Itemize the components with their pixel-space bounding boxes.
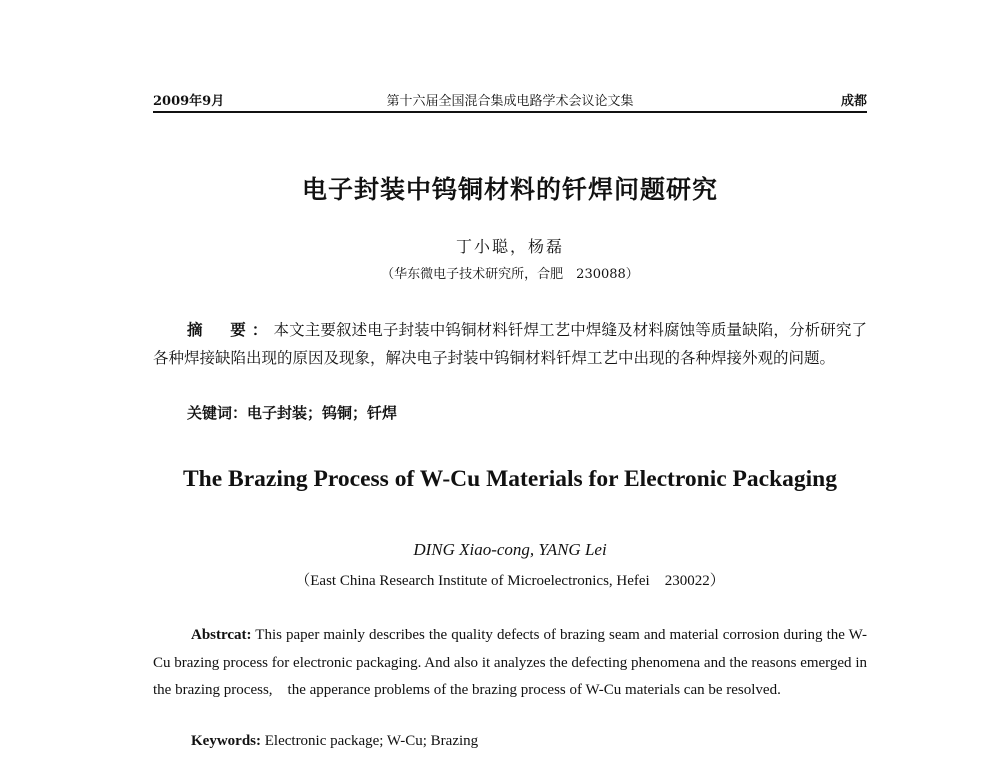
abstract-en-label: Abstrcat: [191, 627, 252, 643]
keywords-en-text: Electronic package; W-Cu; Brazing [261, 733, 479, 749]
authors-en: DING Xiao-cong, YANG Lei [413, 540, 607, 559]
keywords-en-label: Keywords: [191, 733, 261, 749]
header-location: 成都 [840, 94, 867, 109]
keywords-cn-label: 关键词： [187, 404, 248, 422]
abstract-cn-text: 本文主要叙述电子封装中钨铜材料钎焊工艺中焊缝及材料腐蚀等质量缺陷，分析研究了各种焊接缺陷出现的原因及现象，解决电子封装中钨铜材料钎焊工艺中出现的各种焊接外观的问题。 [153, 321, 867, 367]
affiliation-en: （East China Research Institute of Microelectronics, Hefei 230022） [295, 573, 725, 589]
abstract-cn-label: 摘 要： [187, 320, 274, 339]
paper-title-cn: 电子封装中钨铜材料的钎焊问题研究 [301, 175, 718, 204]
keywords-en [153, 733, 905, 750]
header-date: 2009年9月 [153, 94, 225, 109]
abstract-cn [153, 316, 867, 372]
keywords-cn-text: 电子封装；钨铜；钎焊 [247, 404, 398, 422]
authors-cn: 丁小聪，杨磊 [455, 237, 564, 256]
abstract-en-text: This paper mainly describes the quality defects of brazing seam and material corrosion during the W-Cu brazing process for electronic packaging. And also it analyzes the defecting phenomena and the reasons emerged in the brazing process, the apperance problems of the brazing process of W-Cu materials can be resolved. [153, 627, 867, 698]
header-proceedings: 第十六届全国混合集成电路学术会议论文集 [386, 94, 634, 109]
abstract-en [153, 622, 867, 705]
header-rule [153, 111, 867, 113]
running-header [153, 88, 867, 110]
keywords-cn [153, 402, 901, 423]
affiliation-cn: （华东微电子技术研究所，合肥 230088） [381, 267, 639, 282]
paper-title-en: The Brazing Process of W-Cu Materials for Electronic Packaging [183, 466, 837, 492]
